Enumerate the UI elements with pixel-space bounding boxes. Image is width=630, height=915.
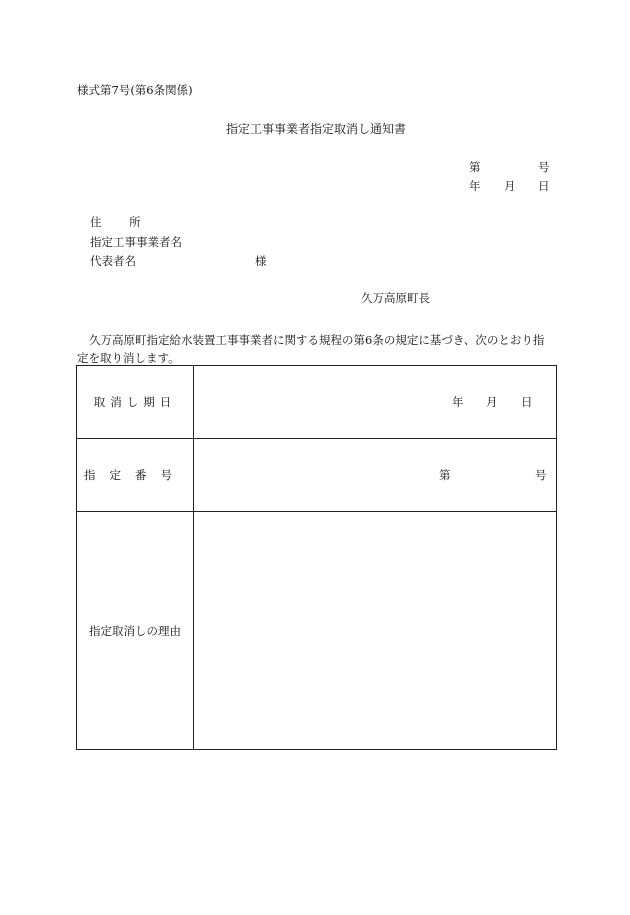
revocation-date-value-cell — [194, 366, 557, 439]
table-row — [77, 439, 557, 512]
honorific: 様 — [255, 254, 267, 268]
revocation-date-label-cell — [77, 366, 194, 439]
form-number: 様式第7号(第6条関係) — [77, 83, 193, 97]
issue-date-month: 月 — [504, 179, 516, 193]
revocation-date-month: 月 — [486, 395, 498, 409]
revocation-reason-label-cell — [77, 512, 194, 750]
revocation-date-day: 日 — [521, 395, 533, 409]
designation-number-value-cell — [194, 439, 557, 512]
revocation-date-year: 年 — [452, 395, 464, 409]
revocation-date-label: 取消し期日 — [93, 395, 177, 409]
body-text: 久万高原町指定給水装置工事事業者に関する規程の第6条の規定に基づき、次のとおり指定を取り消します。 — [77, 333, 545, 365]
designation-number-suffix: 号 — [535, 468, 547, 482]
representative-label: 代表者名 — [90, 254, 136, 268]
designation-number-label: 指定番号 — [84, 468, 186, 482]
reference-number-prefix: 第 — [469, 160, 481, 174]
table-row — [77, 366, 557, 439]
designation-number-prefix: 第 — [439, 468, 451, 482]
company-name-label: 指定工事事業者名 — [90, 235, 182, 249]
table-row — [77, 512, 557, 750]
revocation-reason-label: 指定取消しの理由 — [89, 623, 181, 638]
issue-date-day: 日 — [538, 179, 550, 193]
reference-number-suffix: 号 — [538, 160, 550, 174]
revocation-reason-value-cell — [194, 512, 557, 750]
issue-date-year: 年 — [469, 179, 481, 193]
designation-number-label-cell — [77, 439, 194, 512]
revocation-details-table — [76, 365, 557, 750]
document-title: 指定工事事業者指定取消し通知書 — [226, 122, 407, 136]
address-label: 住 所 — [90, 215, 153, 229]
issuer-name: 久万高原町長 — [361, 291, 430, 305]
